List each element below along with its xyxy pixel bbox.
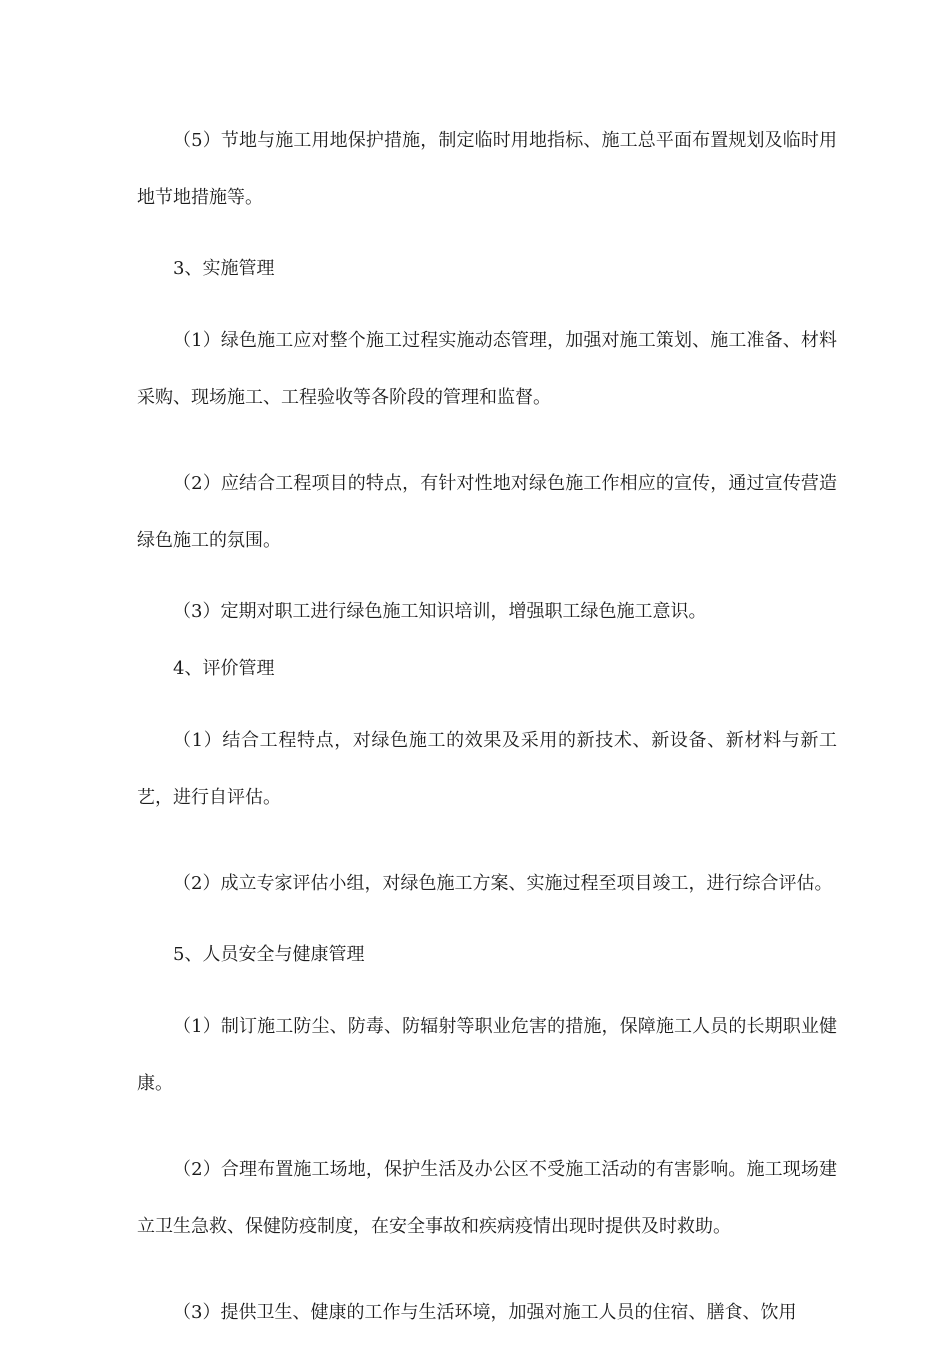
paragraph-dynamic-management: （1）绿色施工应对整个施工过程实施动态管理，加强对施工策划、施工准备、材料采购、现场施工、工程验收等各阶段的管理和监督。 bbox=[137, 330, 837, 408]
heading-implementation-management: 3、实施管理 bbox=[173, 258, 275, 279]
paragraph-self-evaluation: （1）结合工程特点，对绿色施工的效果及采用的新技术、新设备、新材料与新工艺，进行自评估。 bbox=[137, 730, 837, 808]
document-body bbox=[137, 112, 837, 1370]
paragraph-publicity: （2）应结合工程项目的特点，有针对性地对绿色施工作相应的宣传，通过宣传营造绿色施工的氛围。 bbox=[137, 473, 837, 551]
paragraph-occupational-hazards: （1）制订施工防尘、防毒、防辐射等职业危害的措施，保障施工人员的长期职业健康。 bbox=[137, 1016, 837, 1094]
paragraph-land-saving: （5）节地与施工用地保护措施，制定临时用地指标、施工总平面布置规划及临时用地节地措施等。 bbox=[137, 130, 837, 208]
heading-safety-health-management: 5、人员安全与健康管理 bbox=[173, 944, 365, 965]
paragraph-expert-evaluation: （2）成立专家评估小组，对绿色施工方案、实施过程至项目竣工，进行综合评估。 bbox=[173, 873, 833, 894]
paragraph-site-layout: （2）合理布置施工场地，保护生活及办公区不受施工活动的有害影响。施工现场建立卫生急救、保健防疫制度，在安全事故和疾病疫情出现时提供及时救助。 bbox=[137, 1159, 837, 1237]
paragraph-training: （3）定期对职工进行绿色施工知识培训，增强职工绿色施工意识。 bbox=[173, 601, 707, 622]
paragraph-living-environment: （3）提供卫生、健康的工作与生活环境，加强对施工人员的住宿、膳食、饮用 bbox=[173, 1302, 797, 1323]
heading-evaluation-management: 4、评价管理 bbox=[173, 658, 275, 679]
